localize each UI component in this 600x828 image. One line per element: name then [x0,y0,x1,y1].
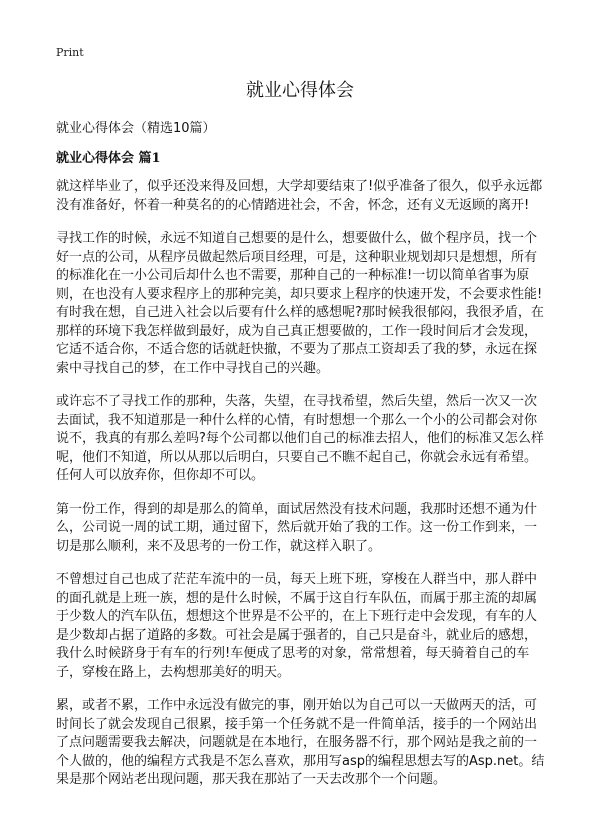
paragraph: 就这样毕业了，似乎还没来得及回想，大学却要结束了!似乎准备了很久，似乎永远都没有准备好，怀着一种莫名的的心情踏进社会，不舍，怀念，还有义无返顾的离开! [56,179,543,213]
document-body [56,178,548,805]
paragraph: 或许忘不了寻找工作的那种，失落，失望，在寻找希望，然后失望，然后一次又一次去面试，我不知道那是一种什么样的心情，有时想想一个那么一个小的公司都会对你说不，我真的有那么差吗?每个公司都以他们自己的标准去招人，他们的标准又怎么样呢，他们不知道，所以从那以后明白，只要自己不瞧不起自己，你就会永远有希望。任何人可以放弃你，但你却不可以。 [56,394,544,483]
document-subtitle: 就业心得体会（精选10篇） [56,121,216,136]
page-title: 就业心得体会 [246,80,354,101]
print-link[interactable]: Print [56,46,84,59]
paragraph: 第一份工作，得到的却是那么的简单，面试居然没有技术问题，我那时还想不通为什么，公司说一周的试工期，通过留下，然后就开始了我的工作。这一份工作到来，一切是那么顺利，来不及思考的一份工作，就这样入职了。 [56,501,538,554]
paragraph: 不曾想过自己也成了茫茫车流中的一员，每天上班下班，穿梭在人群当中，那人群中的面孔就是上班一族，想的是什么时候，不属于这自行车队伍，而属于那主流的却属于少数人的汽车队伍，想想这个世界是不公平的，在上下班行走中会发现，有车的人是少数却占据了道路的多数。可社会是属于强者的，自己只是奋斗，就业后的感想，我什么时候跻身于有车的行列!车便成了思考的对象，常常想着，每天骑着自己的车子，穿梭在路上，去构想那美好的明天。 [56,572,538,680]
section-heading: 就业心得体会 篇1 [56,151,161,166]
paragraph: 寻找工作的时候，永远不知道自己想要的是什么，想要做什么，做个程序员，找一个好一点的公司，从程序员做起然后项目经理，可是，这种职业规划却只是想想，所有的标准化在一小公司后却什么也不需要，那种自己的一种标准!一切以简单省事为原则，在也没有人要求程序上的那种完美，却只要求上程序的快速开发，不会要求性能!有时我在想，自己进入社会以后要有什么样的感想呢?那时候我很郁闷，我很矛盾，在那样的环境下我怎样做到最好，成为自己真正想要做的，工作一段时间后才会发现，它适不适合你，不适合您的话就赶快撤，不要为了那点工资却丢了我的梦，永远在探索中寻找自己的梦，在工作中寻找自己的兴趣。 [56,231,544,376]
paragraph: 累，或者不累，工作中永远没有做完的事，刚开始以为自己可以一天做两天的活，可时间长了就会发现自己很累，接手第一个任务就不是一件简单活，接手的一个网站出了点问题需要我去解决，问题就是在本地行，在服务器不行，那个网站是我之前的一个人做的，他的编程方式我是不怎么喜欢，那用写asp的编程思想去写的Asp.net。结果是那个网站老出现问题，那天我在那站了一天去改那个一个问题。 [56,698,545,787]
